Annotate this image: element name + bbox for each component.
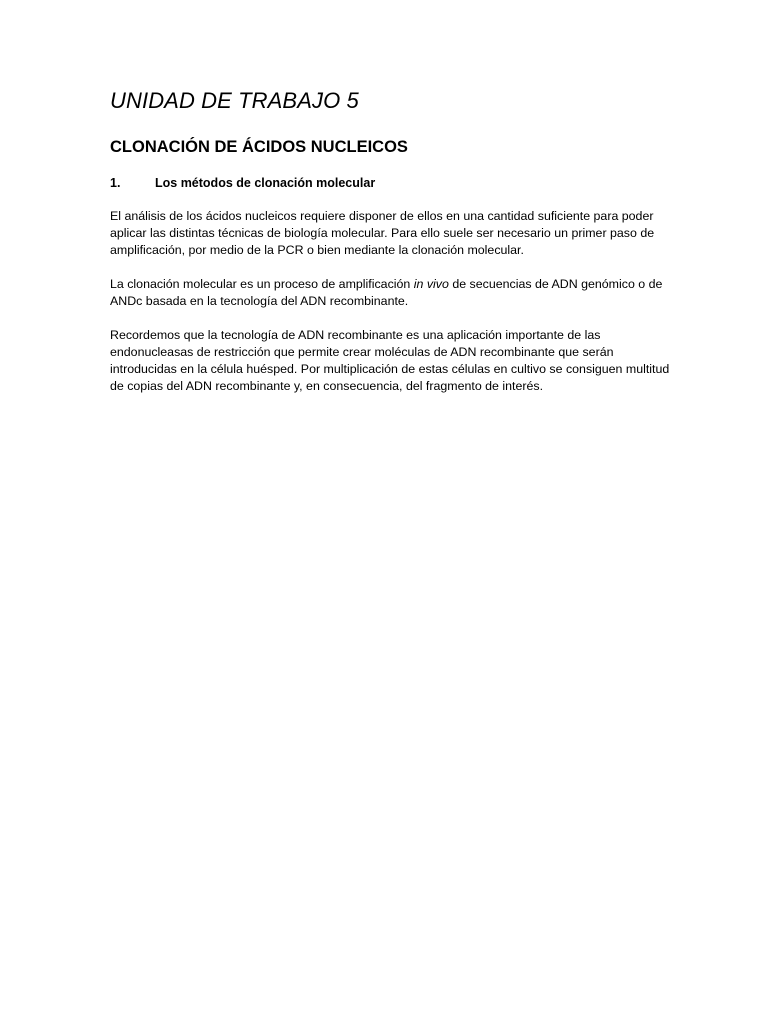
- section-heading: [110, 174, 670, 192]
- paragraph-molecular-cloning-end: de secuencias de ADN genómico o de ANDc basada en la tecnología del ADN recombinante.: [110, 277, 663, 308]
- paragraph-molecular-cloning-start: La clonación molecular es un proceso de amplificación: [110, 277, 414, 291]
- paragraph-molecular-cloning: [110, 276, 670, 310]
- section-number: 1.: [110, 176, 121, 190]
- section-title: Los métodos de clonación molecular: [155, 176, 376, 190]
- paragraph-recombinant-dna: Recordemos que la tecnología de ADN recombinante es una aplicación importante de las endonucleasas de restricción que permite crear moléculas de ADN recombinante que serán introducidas en la célula huésped. Por multiplicación de estas células en cultivo se consiguen multitud de copias del ADN recombinante y, en consecuencia, del fragmento de interés.: [110, 328, 670, 393]
- unit-title: UNIDAD DE TRABAJO 5: [110, 88, 359, 113]
- paragraph-intro: El análisis de los ácidos nucleicos requiere disponer de ellos en una cantidad suficiente para poder aplicar las distintas técnicas de biología molecular. Para ello suele ser necesario un primer paso de amplificación, por medio de la PCR o bien mediante la clonación molecular.: [110, 209, 655, 257]
- paragraph-molecular-cloning-italic: in vivo: [413, 277, 449, 291]
- chapter-title: CLONACIÓN DE ÁCIDOS NUCLEICOS: [110, 138, 408, 156]
- document-content: [110, 86, 670, 395]
